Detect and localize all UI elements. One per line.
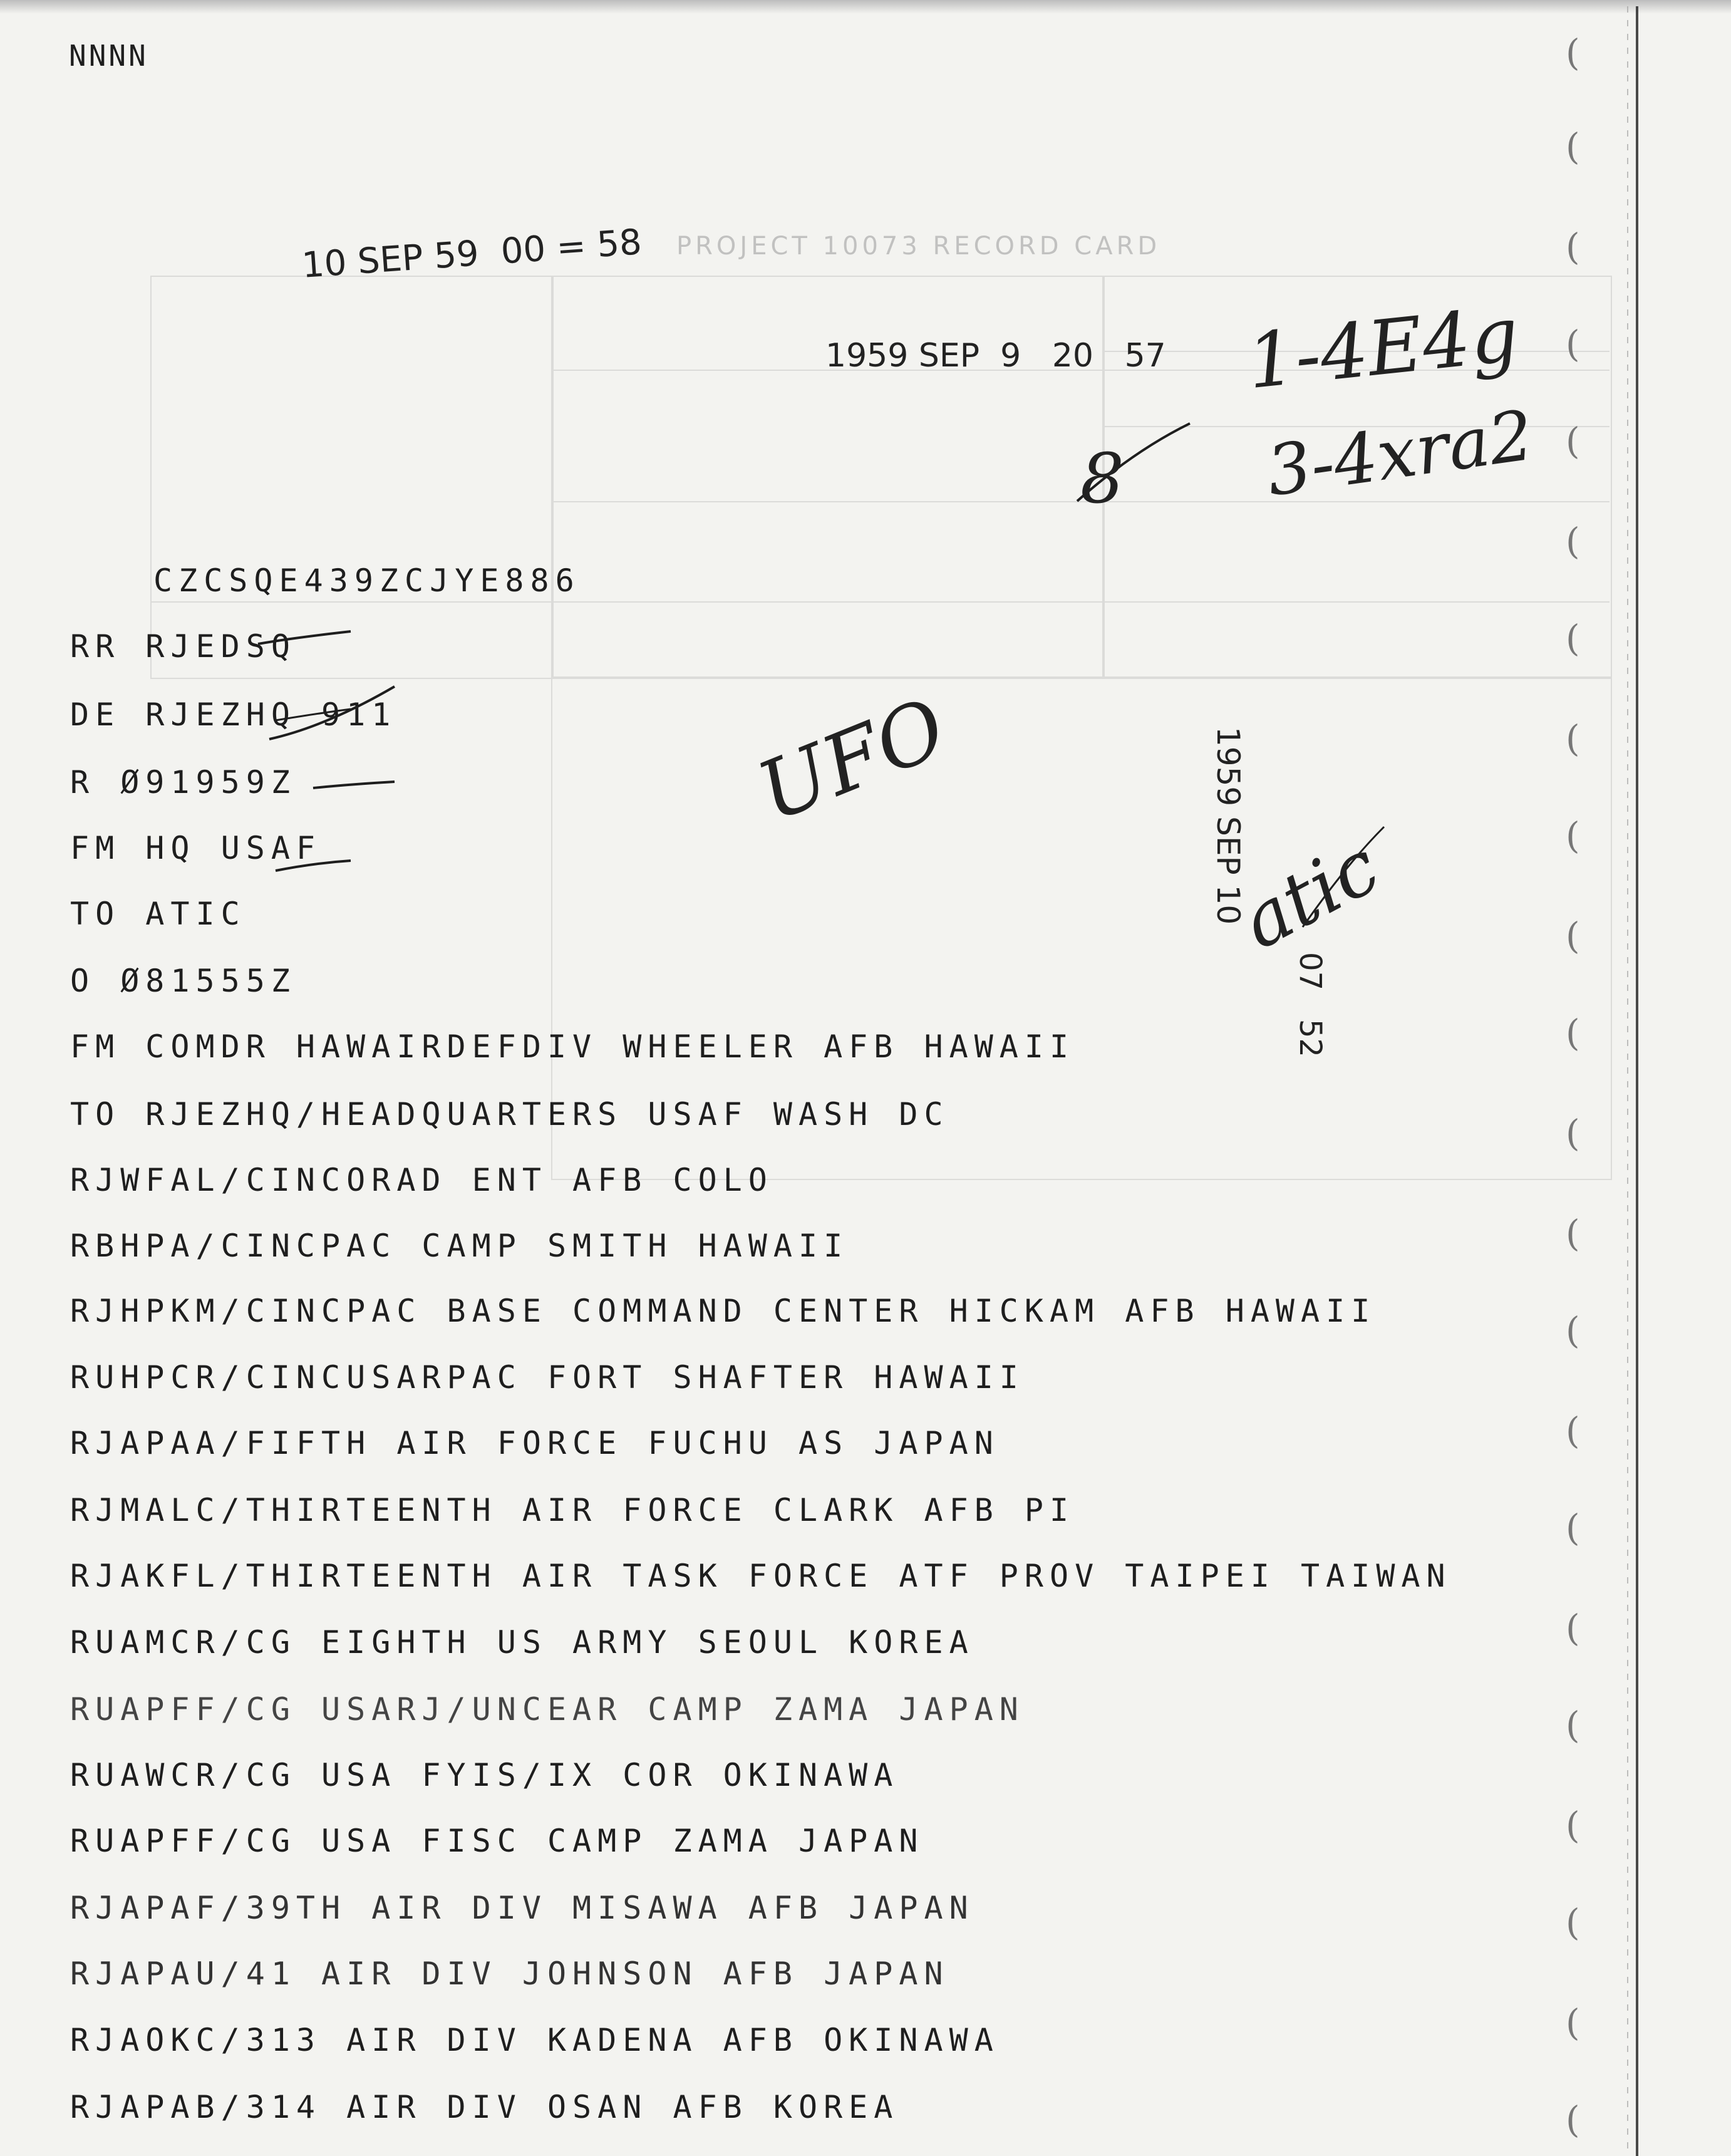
ghost-record-card-title: PROJECT 10073 RECORD CARD (676, 232, 1161, 261)
transmitted-stamp: 1959 SEP 9 20 57 (825, 337, 1166, 375)
addressee-line: RJAOKC/313 AIR DIV KADENA AFB OKINAWA (70, 2022, 1000, 2058)
handwritten-mark: 8 (1080, 438, 1124, 519)
orig-dtg-line: O Ø81555Z (70, 963, 296, 999)
precedence-line: RR RJEDSQ (70, 628, 296, 665)
addressee-line: RUAWCR/CG USA FYIS/IX COR OKINAWA (70, 1757, 899, 1793)
sprocket-hole: ( (1566, 225, 1580, 268)
sprocket-hole: ( (1566, 520, 1580, 562)
sprocket-hole: ( (1566, 1212, 1580, 1255)
addressee-line: RJAPAB/314 AIR DIV OSAN AFB KOREA (70, 2089, 899, 2125)
addressee-line: RJAKFL/THIRTEENTH AIR TASK FORCE ATF PROV TAIPEI TAIWAN (70, 1558, 1452, 1594)
addressee-line: RUAPFF/CG USA FISC CAMP ZAMA JAPAN (70, 1823, 924, 1859)
received-stamp: 10 SEP 59 00 = 58 (301, 222, 643, 286)
addressee-line: RJAPAA/FIFTH AIR FORCE FUCHU AS JAPAN (70, 1425, 1000, 1461)
handwritten-initials: atic (1227, 823, 1393, 967)
sprocket-hole: ( (1566, 1607, 1580, 1649)
sprocket-hole: ( (1566, 1012, 1580, 1054)
fm-line: FM HQ USAF (70, 830, 322, 866)
sprocket-hole: ( (1566, 1804, 1580, 1847)
sprocket-hole: ( (1566, 2001, 1580, 2044)
sprocket-hole: ( (1566, 1704, 1580, 1746)
sprocket-hole: ( (1566, 420, 1580, 462)
sprocket-hole: ( (1566, 2098, 1580, 2141)
dtg-line: R Ø91959Z (70, 764, 296, 801)
sprocket-hole: ( (1566, 1901, 1580, 1944)
addressee-line: RJAPAF/39TH AIR DIV MISAWA AFB JAPAN (70, 1890, 974, 1926)
sprocket-hole: ( (1566, 1309, 1580, 1352)
sprocket-hole: ( (1566, 814, 1580, 857)
sprocket-hole: ( (1566, 323, 1580, 365)
sprocket-hole: ( (1566, 31, 1580, 74)
sprocket-hole: ( (1566, 1112, 1580, 1154)
addressee-line: RUAMCR/CG EIGHTH US ARMY SEOUL KOREA (70, 1624, 974, 1661)
header-code: NNNN (69, 39, 148, 73)
sprocket-hole: ( (1566, 1409, 1580, 1452)
vertical-date-stamp: 1959 SEP 10 (1210, 727, 1246, 925)
sprocket-hole: ( (1566, 717, 1580, 760)
addressee-line: RJWFAL/CINCORAD ENT AFB COLO (70, 1162, 773, 1198)
addressee-line: RUAPFF/CG USARJ/UNCEAR CAMP ZAMA JAPAN (70, 1691, 1025, 1728)
orig-to-line: TO RJEZHQ/HEADQUARTERS USAF WASH DC (70, 1096, 949, 1132)
sprocket-hole: ( (1566, 125, 1580, 168)
sprocket-hole: ( (1566, 915, 1580, 957)
orig-fm-line: FM COMDR HAWAIRDEFDIV WHEELER AFB HAWAII (70, 1029, 1075, 1065)
sprocket-hole: ( (1566, 1506, 1580, 1549)
routing-line: CZCSQE439ZCJYE886 (153, 562, 581, 599)
to-line: TO ATIC (70, 896, 246, 932)
vertical-time-stamp: 07 52 (1293, 952, 1328, 1057)
addressee-line: RJAPAU/41 AIR DIV JOHNSON AFB JAPAN (70, 1956, 949, 1992)
from-station-line: DE RJEZHQ 911 (70, 697, 397, 733)
addressee-line: RUHPCR/CINCUSARPAC FORT SHAFTER HAWAII (70, 1359, 1025, 1396)
handwritten-line-1: 1-4E4g (1243, 291, 1523, 407)
addressee-line: RJHPKM/CINCPAC BASE COMMAND CENTER HICKAM AFB HAWAII (70, 1293, 1377, 1329)
addressee-line: RJMALC/THIRTEENTH AIR FORCE CLARK AFB PI (70, 1492, 1075, 1528)
handwritten-line-2: 3-4xra2 (1262, 395, 1538, 512)
sprocket-hole: ( (1566, 617, 1580, 660)
addressee-line: RBHPA/CINCPAC CAMP SMITH HAWAII (70, 1228, 849, 1264)
handwritten-ufo: UFO (745, 680, 959, 840)
